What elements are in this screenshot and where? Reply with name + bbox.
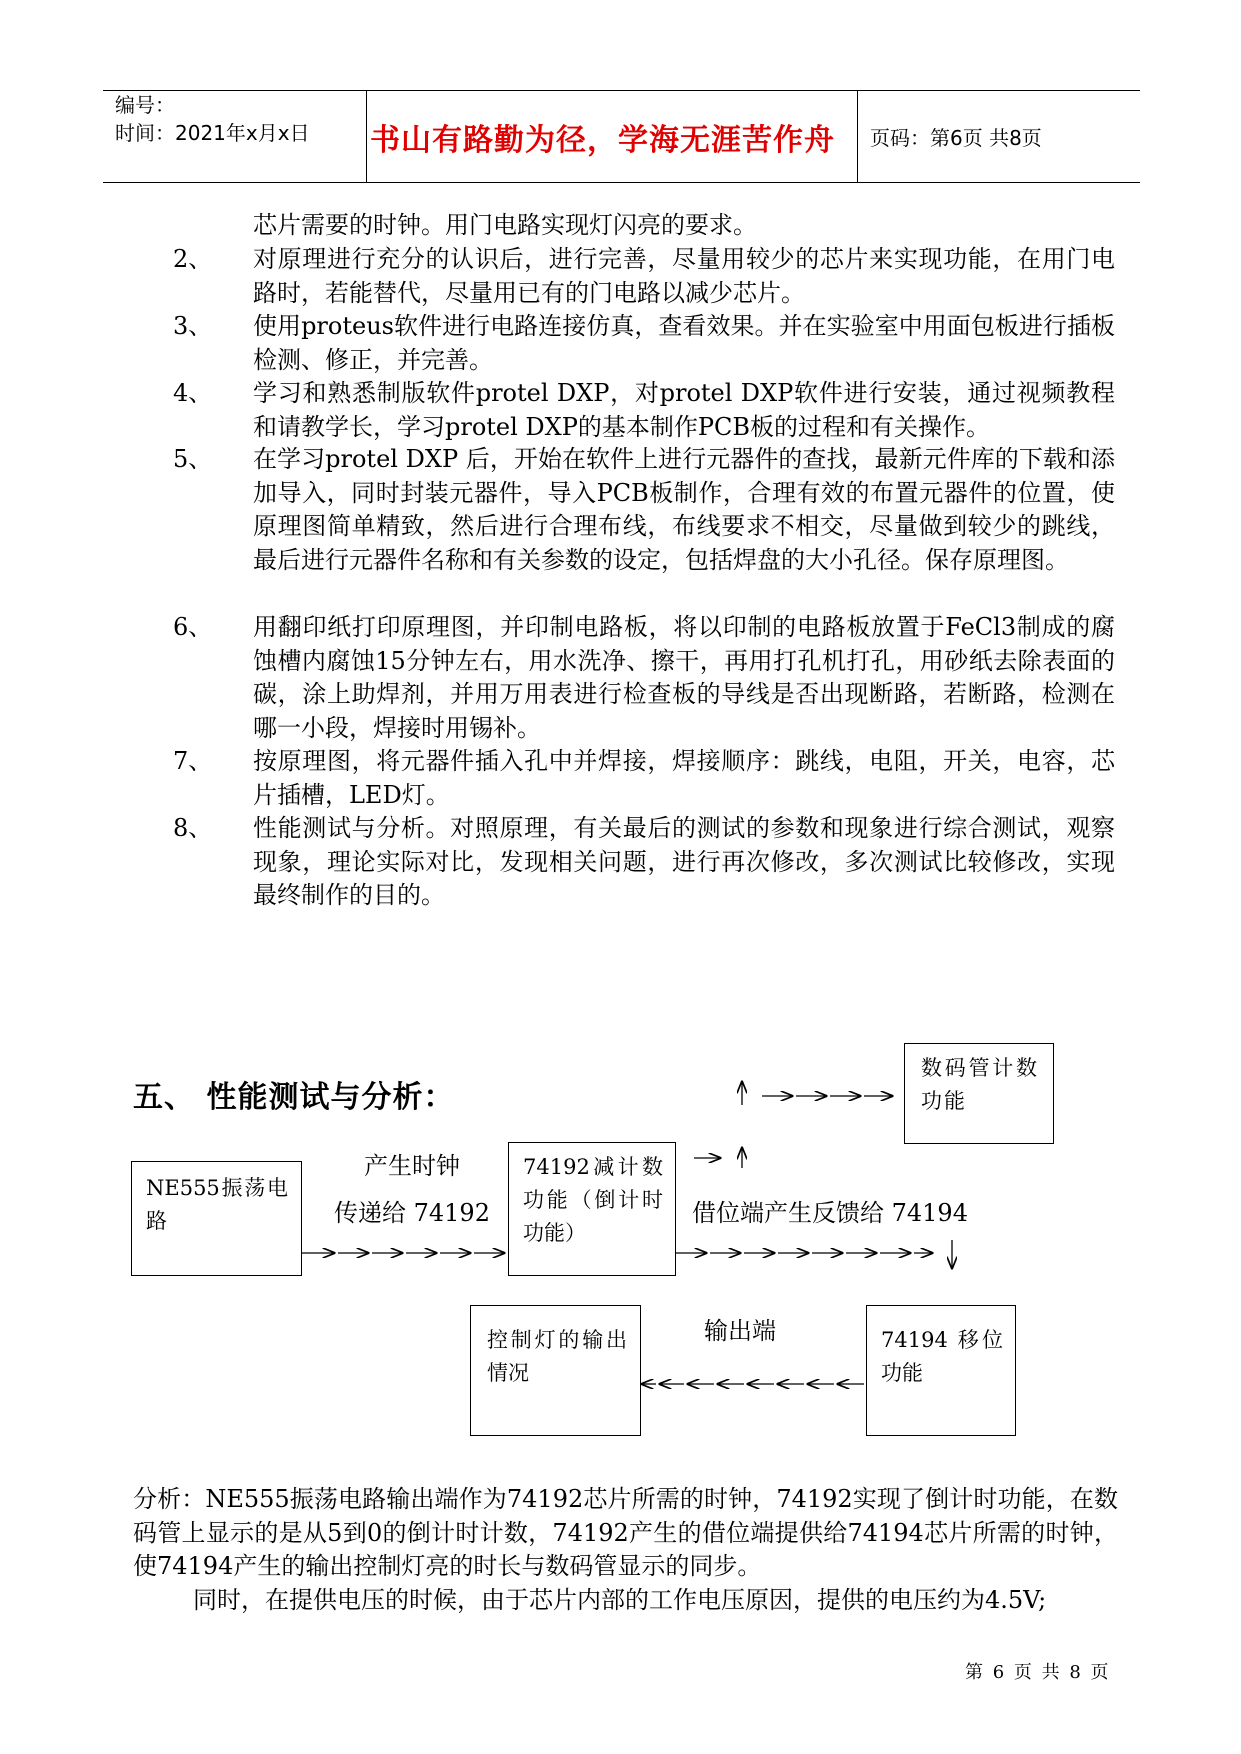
header-motto: 书山有路勤为径，学海无涯苦作舟: [370, 123, 835, 158]
box-74194-label: 74194 移位功能: [881, 1328, 1003, 1385]
list-item-text: 按原理图，将元器件插入孔中并焊接，焊接顺序：跳线，电阻，开关，电容，芯片插槽，LED灯。: [253, 747, 1115, 809]
list-item-number: 4、: [173, 379, 213, 407]
label-borrow-feedback: 借位端产生反馈给 74194: [692, 1199, 968, 1227]
intro-line: 芯片需要的时钟。用门电路实现灯闪亮的要求。: [253, 211, 757, 239]
box-display-counter: [904, 1043, 1054, 1144]
list-item-number: 3、: [173, 312, 213, 340]
box-ne555-oscillator: [131, 1161, 302, 1276]
list-item-text: 使用proteus软件进行电路连接仿真，查看效果。并在实验室中用面包板进行插板检测、修正，并完善。: [253, 312, 1115, 374]
list-item-number: 5、: [173, 445, 213, 473]
list-item-text: 对原理进行充分的认识后，进行完善，尽量用较少的芯片来实现功能，在用门电路时，若能替代，尽量用已有的门电路以减少芯片。: [253, 245, 1115, 307]
analysis-paragraph-2: 同时，在提供电压的时候，由于芯片内部的工作电压原因，提供的电压约为4.5V;: [193, 1586, 1047, 1614]
list-item-number: 6、: [173, 613, 213, 641]
label-clock-generate: 产生时钟: [364, 1152, 460, 1180]
list-item-number: 2、: [173, 245, 213, 273]
analysis-paragraph: 分析：NE555振荡电路输出端作为74192芯片所需的时钟，74192实现了倒计时功能，在数码管上显示的是从5到0的倒计时计数，74192产生的借位端提供给74194芯片所需的时钟，使74194产生的输出控制灯亮的时长与数码管显示的同步。: [133, 1485, 1118, 1580]
arrow-74192-to-display: [694, 1082, 892, 1168]
arrow-74192-to-74194: [676, 1240, 952, 1268]
label-clock-pass: 传递给 74192: [334, 1199, 490, 1227]
box-ne555-label: NE555振荡电路: [146, 1176, 288, 1233]
box-lights-label: 控制灯的输出情况: [487, 1328, 627, 1385]
box-74192-counter: [508, 1142, 676, 1276]
list-item-number: 7、: [173, 747, 213, 775]
document-time-label: 时间：2021年x月x日: [115, 121, 310, 145]
list-item-text: 学习和熟悉制版软件protel DXP，对protel DXP软件进行安装，通过视频教程和请教学长，学习protel DXP的基本制作PCB板的过程和有关操作。: [253, 379, 1115, 441]
label-output: 输出端: [704, 1317, 776, 1345]
header-page-label: 页码：第6页 共8页: [870, 126, 1042, 150]
box-display-label: 数码管计数功能: [921, 1056, 1039, 1113]
document-number-label: 编号：: [115, 93, 175, 117]
page-footer: 第 6 页 共 8 页: [965, 1662, 1111, 1683]
list-item-number: 8、: [173, 814, 213, 842]
box-74192-label: 74192减计数功能（倒计时功能）: [523, 1155, 663, 1245]
box-lights-output: [470, 1305, 641, 1436]
list-item-text: 在学习protel DXP 后，开始在软件上进行元器件的查找，最新元件库的下载和添加导入，同时封装元器件，导入PCB板制作，合理有效的布置元器件的位置，使原理图简单精致，然后进行合理布线，布线要求不相交，尽量做到较少的跳线，最后进行元器件名称和有关参数的设定，包括焊盘的大小孔径。保存原理图。: [253, 445, 1115, 574]
section-title: 五、 性能测试与分析：: [133, 1080, 455, 1115]
list-item-text: 性能测试与分析。对照原理，有关最后的测试的参数和现象进行综合测试，观察现象，理论实际对比，发现相关问题，进行再次修改，多次测试比较修改，实现最终制作的目的。: [253, 814, 1115, 909]
box-74194-shifter: [866, 1305, 1016, 1436]
list-item-text: 用翻印纸打印原理图，并印制电路板，将以印制的电路板放置于FeCl3制成的腐蚀槽内腐蚀15分钟左右，用水洗净、擦干，再用打孔机打孔，用砂纸去除表面的碳，涂上助焊剂，并用万用表进行检查板的导线是否出现断路，若断路，检测在哪一小段，焊接时用锡补。: [253, 613, 1115, 742]
